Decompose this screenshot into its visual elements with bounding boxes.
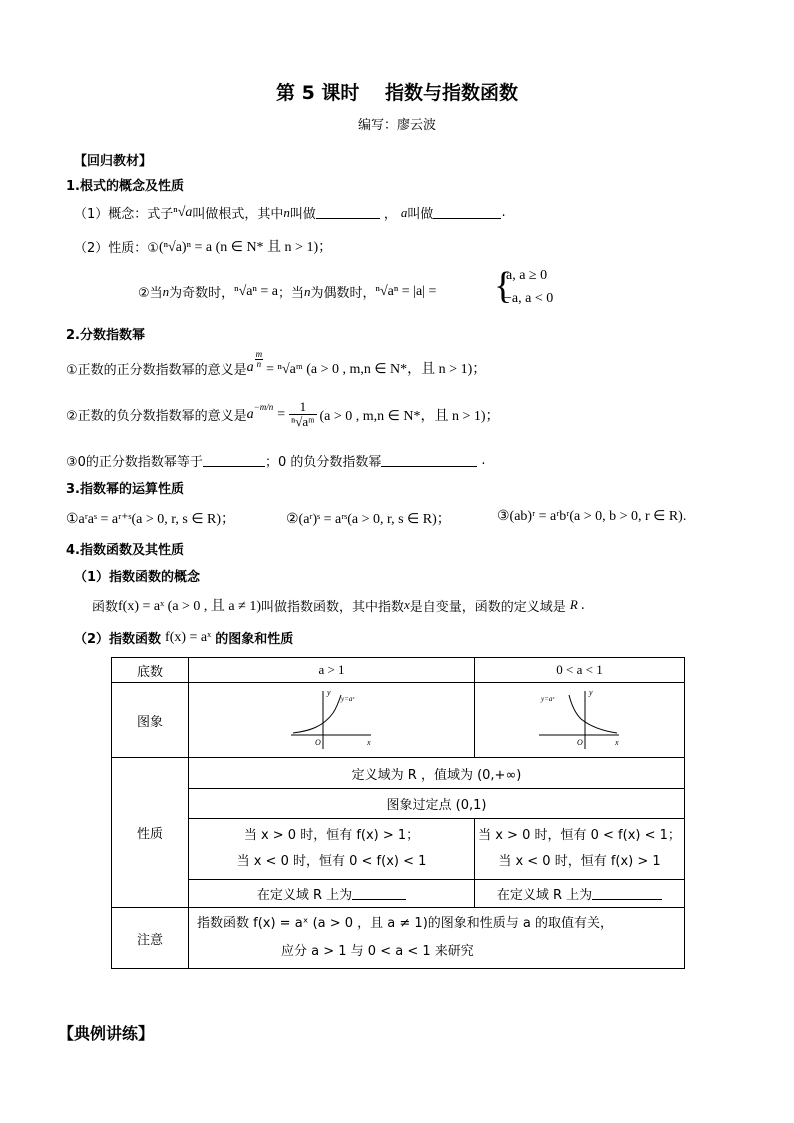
s2-line-2 <box>66 400 500 429</box>
s2-l1-exp-num: m <box>255 348 263 359</box>
radical-expression: ⁿ√a <box>173 204 193 220</box>
s1-property-line-2 <box>138 282 436 301</box>
s1-concept-mid3: 叫做 <box>407 207 434 222</box>
s1-concept-mid1: 叫做根式，其中 <box>192 207 284 222</box>
cell-behavior-2 <box>474 818 685 880</box>
c2-line2: 当 x < 0 时，恒有 f(x) > 1 <box>498 854 661 869</box>
exp-function-table <box>111 657 685 969</box>
cell-col1 <box>188 657 475 683</box>
s1-property-prefix: （2）性质：① <box>74 240 159 256</box>
s1-concept-line: （1）概念：式子 ⁿ√a 叫做根式，其中 n 叫做 ， a 叫做 . <box>74 204 506 222</box>
s4-def-text3: 是自变量，函数的定义域是 <box>409 599 566 615</box>
col2-header: 0 < a < 1 <box>556 662 603 677</box>
s2-line-1 <box>66 348 487 378</box>
cell-graph-label <box>111 682 189 758</box>
c2-line1: 当 x > 0 时，恒有 0 < f(x) < 1； <box>478 828 681 843</box>
cell-fixed-point <box>188 788 685 819</box>
s4-sub2-text: （2）指数函数 <box>74 632 162 647</box>
s4-def-text2: 叫做指数函数，其中指数 <box>261 599 405 615</box>
s1-p2-text4: 为偶数时， <box>310 286 376 301</box>
s2-l1-exponent <box>255 350 264 369</box>
s4-def-R: R <box>569 597 578 612</box>
c1-line2: 当 x < 0 时，恒有 0 < f(x) < 1 <box>236 854 427 869</box>
col1-header: a > 1 <box>318 662 345 677</box>
graph2-curve <box>569 695 617 733</box>
s2-l1-text: ①正数的正分数指数幂的意义是 <box>66 362 247 378</box>
section-2-heading: 2.分数指数幂 <box>66 328 145 343</box>
base-label: 底数 <box>136 664 163 680</box>
graph2-curve-label: y=aˣ <box>540 695 554 703</box>
s4-def-x: x <box>404 597 410 612</box>
s2-l3-end: . <box>481 453 486 468</box>
s3-property-3: ③(ab)ʳ = aʳbʳ(a > 0, b > 0, r ∈ R). <box>497 509 687 524</box>
s1-p2-text2: 为奇数时， <box>169 286 235 301</box>
cell-domain <box>188 757 685 789</box>
s1-property-line-1 <box>74 236 332 256</box>
c2-mono-text: 在定义域 R 上为 <box>496 888 593 903</box>
s2-l2-den: ⁿ√aᵐ <box>291 414 315 429</box>
graph-growth <box>287 687 377 753</box>
s4-definition <box>92 595 585 615</box>
graph1-x-label: x <box>366 738 371 747</box>
cell-note-label <box>111 907 189 969</box>
s1-p2-n2: n <box>304 283 311 299</box>
cell-mono-1 <box>188 879 475 908</box>
blank-mono-2[interactable] <box>592 887 662 900</box>
blank-mono-1[interactable] <box>352 887 406 900</box>
cell-mono-2 <box>474 879 685 908</box>
s2-l2-eq: = <box>277 406 286 422</box>
s2-l3-text1: ③0的正分数指数幂等于 <box>66 455 203 470</box>
graph1-origin: O <box>314 738 321 747</box>
note-line1: 指数函数 f(x) = aˣ (a > 0 ，且 a ≠ 1)的图象和性质与 a 的取值有关， <box>197 916 614 931</box>
s4-sub2-math: f(x) = aˣ <box>165 629 212 645</box>
c1-mono-text: 在定义域 R 上为 <box>256 888 353 903</box>
section-4-heading: 4.指数函数及其性质 <box>66 543 184 558</box>
case-2: −a, a < 0 <box>504 291 554 306</box>
s2-l2-num: 1 <box>299 399 307 414</box>
blank-n[interactable] <box>316 206 380 219</box>
graph-decay <box>535 687 625 753</box>
blank-zero-negative[interactable] <box>381 454 477 467</box>
s1-p2-n1: n <box>162 283 170 299</box>
s2-l2-base: a <box>246 406 254 422</box>
s2-l3-text2: ；0 的负分数指数幂 <box>264 455 382 470</box>
prop-domain: 定义域为 R ，值域为 (0,+∞) <box>351 767 522 783</box>
s4-sub1: （1）指数函数的概念 <box>74 570 201 585</box>
s3-property-1: ①aʳaˢ = aʳ⁺ˢ(a > 0, r, s ∈ R)； <box>66 512 236 527</box>
graph2-x-label: x <box>614 738 619 747</box>
s4-sub2 <box>74 628 293 647</box>
author-line: 编写：廖云波 <box>357 118 436 133</box>
section-3-heading: 3.指数幂的运算性质 <box>66 482 184 497</box>
s1-n-var: n <box>283 204 290 220</box>
s1-p2-text3: ；当 <box>278 286 305 301</box>
s2-line-3 <box>66 451 485 470</box>
graph2-origin: O <box>576 738 583 747</box>
s2-l2-text: ②正数的负分数指数幂的意义是 <box>66 409 247 424</box>
cell-graph-1 <box>188 682 475 758</box>
s2-l1-rhs: = ⁿ√aᵐ (a > 0 , m,n ∈ N*，且 n > 1)； <box>266 362 487 377</box>
s1-a-var: a <box>400 204 408 220</box>
cell-base-label <box>111 657 189 683</box>
s4-def-text1: 函数 <box>92 599 119 615</box>
brace-icon: { <box>494 265 513 307</box>
c1-line1: 当 x > 0 时，恒有 f(x) > 1； <box>243 828 420 843</box>
graph-label: 图象 <box>136 714 163 730</box>
s2-l1-base: a <box>246 360 254 375</box>
blank-zero-positive[interactable] <box>203 454 265 467</box>
s2-l1-exp-den: n <box>256 358 262 369</box>
s1-concept-mid2: 叫做 <box>289 207 316 222</box>
note-label: 注意 <box>136 932 163 948</box>
review-tag: 【回归教材】 <box>74 154 153 169</box>
cell-col2 <box>474 657 685 683</box>
s1-p2-math1: ⁿ√aⁿ = a <box>234 283 278 299</box>
cell-props-label <box>111 757 189 908</box>
page-title: 第 5 课时 指数与指数函数 <box>275 82 519 104</box>
note-line2: 应分 a > 1 与 0 < a < 1 来研究 <box>281 944 474 959</box>
s1-p2-text1: ②当 <box>138 286 163 301</box>
s1-concept-prefix: （1）概念：式子 <box>74 207 174 222</box>
graph1-y-label: y <box>326 688 331 697</box>
blank-a[interactable] <box>433 206 501 219</box>
s2-l2-fraction <box>289 400 316 429</box>
s4-def-end: . <box>580 597 585 613</box>
s2-l2-rest: (a > 0 , m,n ∈ N*，且 n > 1)； <box>319 408 500 424</box>
section-1-heading: 1.根式的概念及性质 <box>66 179 184 194</box>
cell-note <box>188 907 685 969</box>
s3-property-2: ②(aʳ)ˢ = aʳˢ(a > 0, r, s ∈ R)； <box>286 512 451 527</box>
cell-graph-2 <box>474 682 685 758</box>
case-1: a, a ≥ 0 <box>506 268 548 283</box>
s2-l2-exponent: −m/n <box>253 401 274 412</box>
cell-behavior-1 <box>188 818 475 880</box>
graph1-curve <box>293 695 341 733</box>
s1-concept-end: . <box>501 205 506 220</box>
prop-point: 图象过定点 (0,1) <box>386 798 487 813</box>
s1-property-math: (ⁿ√a)ⁿ = a (n ∈ N* 且 n > 1)； <box>158 240 333 255</box>
s4-def-math: f(x) = aˣ (a > 0 , 且 a ≠ 1) <box>118 599 261 614</box>
graph1-curve-label: y=aˣ <box>340 695 354 703</box>
s1-p2-math2: ⁿ√aⁿ = |a| = <box>375 283 437 299</box>
s4-sub2-end: 的图象和性质 <box>215 632 294 647</box>
graph2-y-label: y <box>588 688 593 697</box>
props-label: 性质 <box>136 827 163 842</box>
examples-heading: 【典例讲练】 <box>58 1024 155 1043</box>
